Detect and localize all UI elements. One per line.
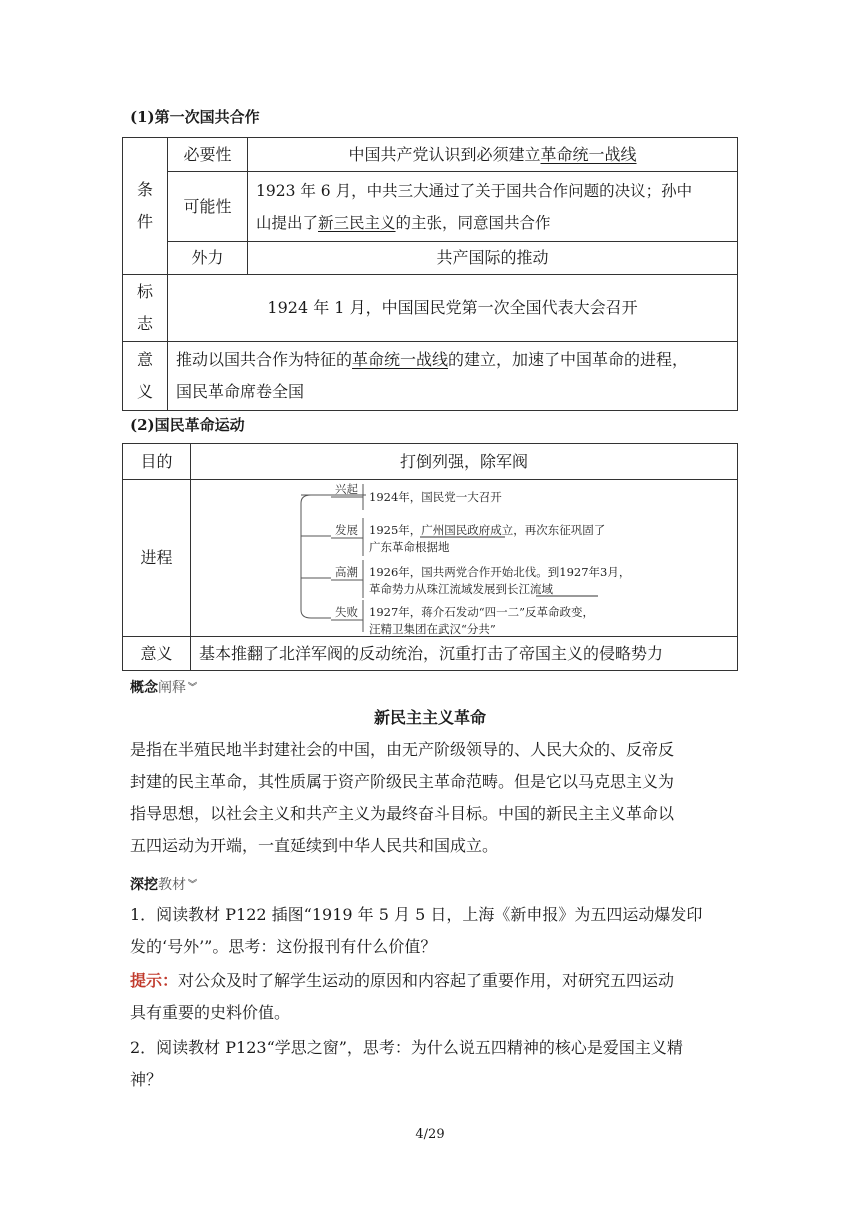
- stage-text: 1927年，蒋介石发动“四一二”反革命政变，: [369, 605, 595, 619]
- stage-text: 汪精卫集团在武汉“分共”: [369, 622, 496, 636]
- process-label: 进程: [123, 480, 191, 637]
- stage-tag: 高潮: [335, 565, 358, 579]
- stage-text: 1925年，广州国民政府成立，再次东征巩固了: [369, 523, 606, 537]
- concept-label: 概念阐释 ︾: [130, 680, 198, 696]
- question-2: 2．阅读教材 P123“学思之窗”，思考：为什么说五四精神的核心是爱国主义精 神？: [130, 1038, 683, 1089]
- sign-text: 1924 年 1 月，中国国民党第一次全国代表大会召开: [168, 275, 738, 342]
- stage-tag: 失败: [335, 605, 358, 619]
- sign-label: 标 志: [123, 275, 168, 342]
- concept-title: 新民主主义革命: [373, 708, 486, 727]
- chevron-down-icon: ︾: [188, 683, 198, 693]
- deep-label: 深挖教材 ︾: [130, 877, 198, 893]
- condition-label: 条 件: [123, 138, 168, 275]
- process-diagram: [191, 480, 737, 636]
- possibility-text: 1923 年 6 月，中共三大通过了关于国共合作问题的决议；孙中 山提出了新三民主义的主张，同意国共合作: [248, 172, 738, 242]
- branch-line: [301, 495, 366, 503]
- possibility-label: 可能性: [168, 172, 248, 242]
- section2-heading: (2)国民革命运动: [130, 416, 245, 434]
- hint: 提示：对公众及时了解学生运动的原因和内容起了重要作用，对研究五四运动 具有重要的史料价值。: [130, 971, 675, 1022]
- necessity-text: 中国共产党认识到必须建立革命统一战线: [248, 138, 738, 172]
- question-1: 1．阅读教材 P122 插图“1919 年 5 月 5 日，上海《新申报》为五四运动爆发印 发的‘号外’”。思考：这份报刊有什么价值？: [130, 905, 703, 956]
- external-label: 外力: [168, 242, 248, 275]
- concept-paragraph: 是指在半殖民地半封建社会的中国，由无产阶级领导的、人民大众的、反帝反 封建的民主革命，其性质属于资产阶级民主革命范畴。但是它以马克思主义为 指导思想，以社会主义和共产主义为最终奋斗目标。中国的新民主主义革命以 五四运动为开端，一直延续到中华人民共和国成立。: [130, 740, 675, 855]
- chevron-down-icon: ︾: [188, 880, 198, 890]
- stage-text: 1926年，国共两党合作开始北伐。到1927年3月，: [369, 565, 631, 579]
- meaning2-label: 意义: [123, 637, 191, 671]
- external-text: 共产国际的推动: [248, 242, 738, 275]
- meaning-label: 意 义: [123, 342, 168, 411]
- process-diagram-cell: [191, 480, 738, 637]
- goal-text: 打倒列强，除军阀: [191, 444, 738, 480]
- stage-text: 革命势力从珠江流域发展到长江流域: [369, 582, 553, 596]
- meaning-text: 推动以国共合作为特征的革命统一战线的建立，加速了中国革命的进程， 国民革命席卷全国: [168, 342, 738, 411]
- stage-tag: 兴起: [335, 482, 358, 496]
- page-number: 4/29: [415, 1127, 445, 1142]
- hint-label: 提示：: [130, 971, 179, 990]
- section1-heading: (1)第一次国共合作: [130, 108, 260, 126]
- stage-text: 1924年，国民党一大召开: [369, 490, 502, 504]
- cooperation-table: [122, 137, 738, 411]
- stage-text: 广东革命根据地: [369, 540, 450, 554]
- revolution-table: [122, 443, 738, 671]
- stage-tag: 发展: [335, 523, 358, 537]
- necessity-label: 必要性: [168, 138, 248, 172]
- goal-label: 目的: [123, 444, 191, 480]
- meaning2-text: 基本推翻了北洋军阀的反动统治，沉重打击了帝国主义的侵略势力: [191, 637, 738, 671]
